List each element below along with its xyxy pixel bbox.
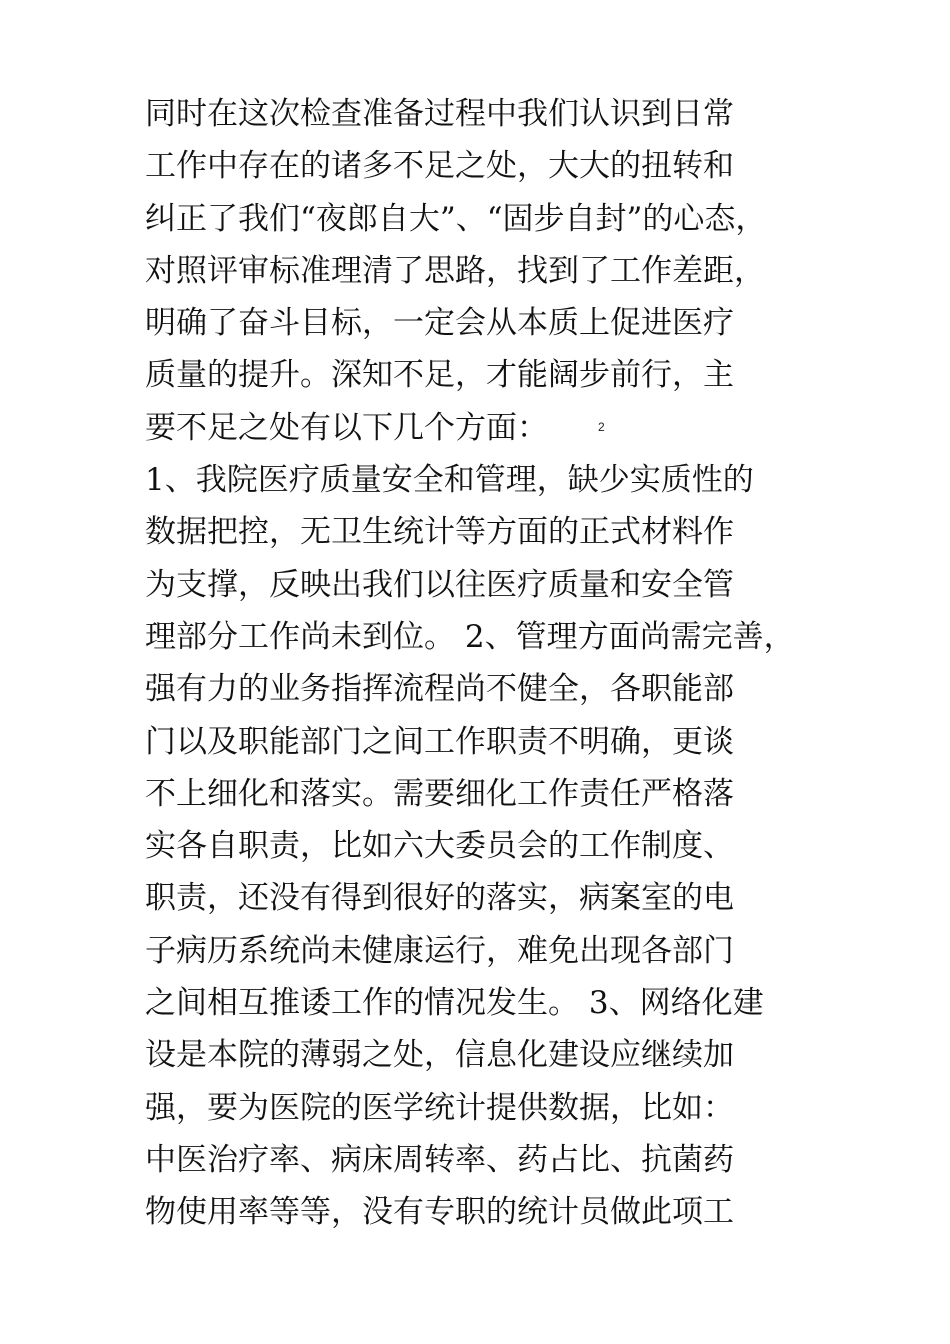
text-line: 理部分工作尚未到位。 2、管理方面尚需完善， — [145, 618, 795, 655]
text-line: 纠正了我们“夜郎自大”、“固步自封”的心态， — [145, 200, 767, 237]
text-line: 为支撑，反映出我们以往医疗质量和安全管 — [145, 566, 734, 603]
text-line: 子病历系统尚未健康运行，难免出现各部门 — [145, 932, 734, 969]
text-line: 1、我院医疗质量安全和管理，缺少实质性的 — [145, 462, 754, 499]
text-line: 中医治疗率、病床周转率、药占比、抗菌药 — [145, 1141, 734, 1178]
text-line: 数据把控，无卫生统计等方面的正式材料作 — [145, 514, 734, 551]
page-number: 2 — [598, 420, 605, 434]
text-line: 之间相互推诿工作的情况发生。 3、网络化建 — [145, 985, 764, 1022]
text-line: 要不足之处有以下几个方面： — [145, 409, 548, 446]
text-line: 实各自职责，比如六大委员会的工作制度、 — [145, 828, 734, 865]
text-line: 不上细化和落实。需要细化工作责任严格落 — [145, 775, 734, 812]
text-line: 设是本院的薄弱之处，信息化建设应继续加 — [145, 1037, 734, 1074]
text-line: 物使用率等等，没有专职的统计员做此项工 — [145, 1194, 734, 1231]
text-line: 工作中存在的诸多不足之处，大大的扭转和 — [145, 148, 734, 185]
text-line: 明确了奋斗目标，一定会从本质上促进医疗 — [145, 305, 734, 342]
body-text — [145, 88, 845, 1239]
text-line: 质量的提升。深知不足，才能阔步前行，主 — [145, 357, 734, 394]
text-line: 门以及职能部门之间工作职责不明确，更谈 — [145, 723, 734, 760]
text-line: 同时在这次检查准备过程中我们认识到日常 — [145, 96, 734, 132]
text-line: 对照评审标准理清了思路，找到了工作差距， — [145, 252, 765, 289]
text-line: 强有力的业务指挥流程尚不健全，各职能部 — [145, 671, 734, 708]
text-line: 职责，还没有得到很好的落实，病案室的电 — [145, 880, 734, 917]
text-line: 强，要为医院的医学统计提供数据，比如： — [145, 1089, 734, 1126]
